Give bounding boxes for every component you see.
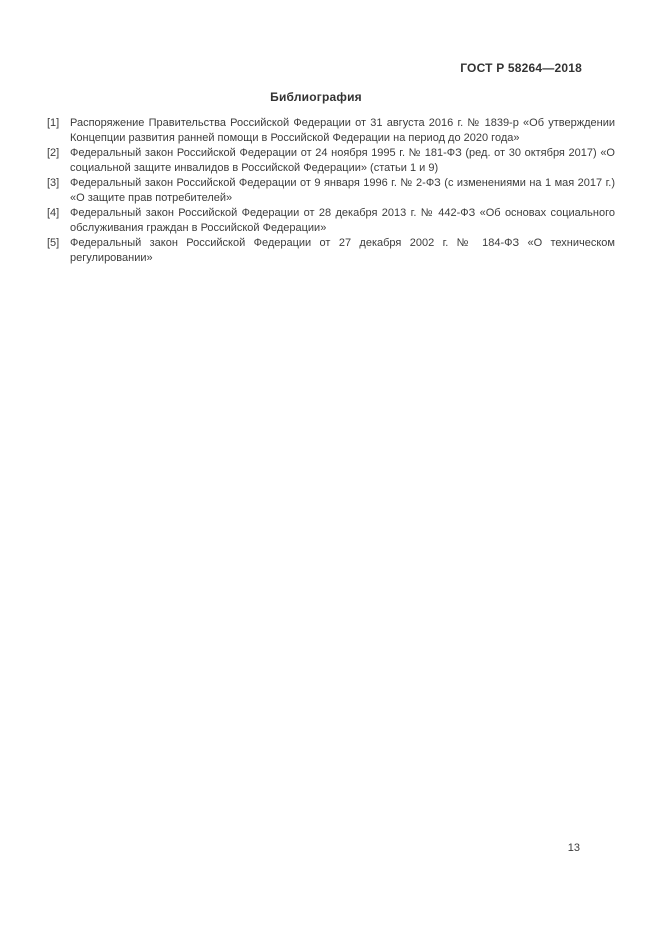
bibliography-entry <box>47 146 615 176</box>
reference-number: [3] <box>47 177 60 189</box>
reference-number: [2] <box>47 147 60 159</box>
bibliography-entry <box>47 236 615 266</box>
reference-text: Федеральный закон Российской Федерации от 24 ноября 1995 г. № 181-ФЗ (ред. от 30 октября 2017) «О социальной защите инвалидов в Российской Федерации» (статьи 1 и 9) <box>70 147 615 174</box>
bibliography-title: Библиография <box>270 90 362 104</box>
bibliography-entry <box>47 116 615 146</box>
reference-text: Распоряжение Правительства Российской Федерации от 31 августа 2016 г. № 1839-р «Об утверждении Концепции развития ранней помощи в Российской Федерации на период до 2020 года» <box>70 117 615 144</box>
document-standard-number: ГОСТ Р 58264—2018 <box>460 61 582 75</box>
reference-text: Федеральный закон Российской Федерации от 9 января 1996 г. № 2-ФЗ (с изменениями на 1 мая 2017 г.) «О защите прав потребителей» <box>70 177 615 204</box>
reference-number: [5] <box>47 237 60 249</box>
reference-text: Федеральный закон Российской Федерации от 27 декабря 2002 г. № 184-ФЗ «О техническом регулировании» <box>70 237 615 264</box>
page-number: 13 <box>567 842 580 854</box>
reference-number: [1] <box>47 117 60 129</box>
bibliography-entry <box>47 176 615 206</box>
reference-text: Федеральный закон Российской Федерации от 28 декабря 2013 г. № 442-ФЗ «Об основах социального обслуживания граждан в Российской Федерации» <box>70 207 615 234</box>
bibliography-list <box>47 116 615 266</box>
bibliography-entry <box>47 206 615 236</box>
reference-number: [4] <box>47 207 60 219</box>
